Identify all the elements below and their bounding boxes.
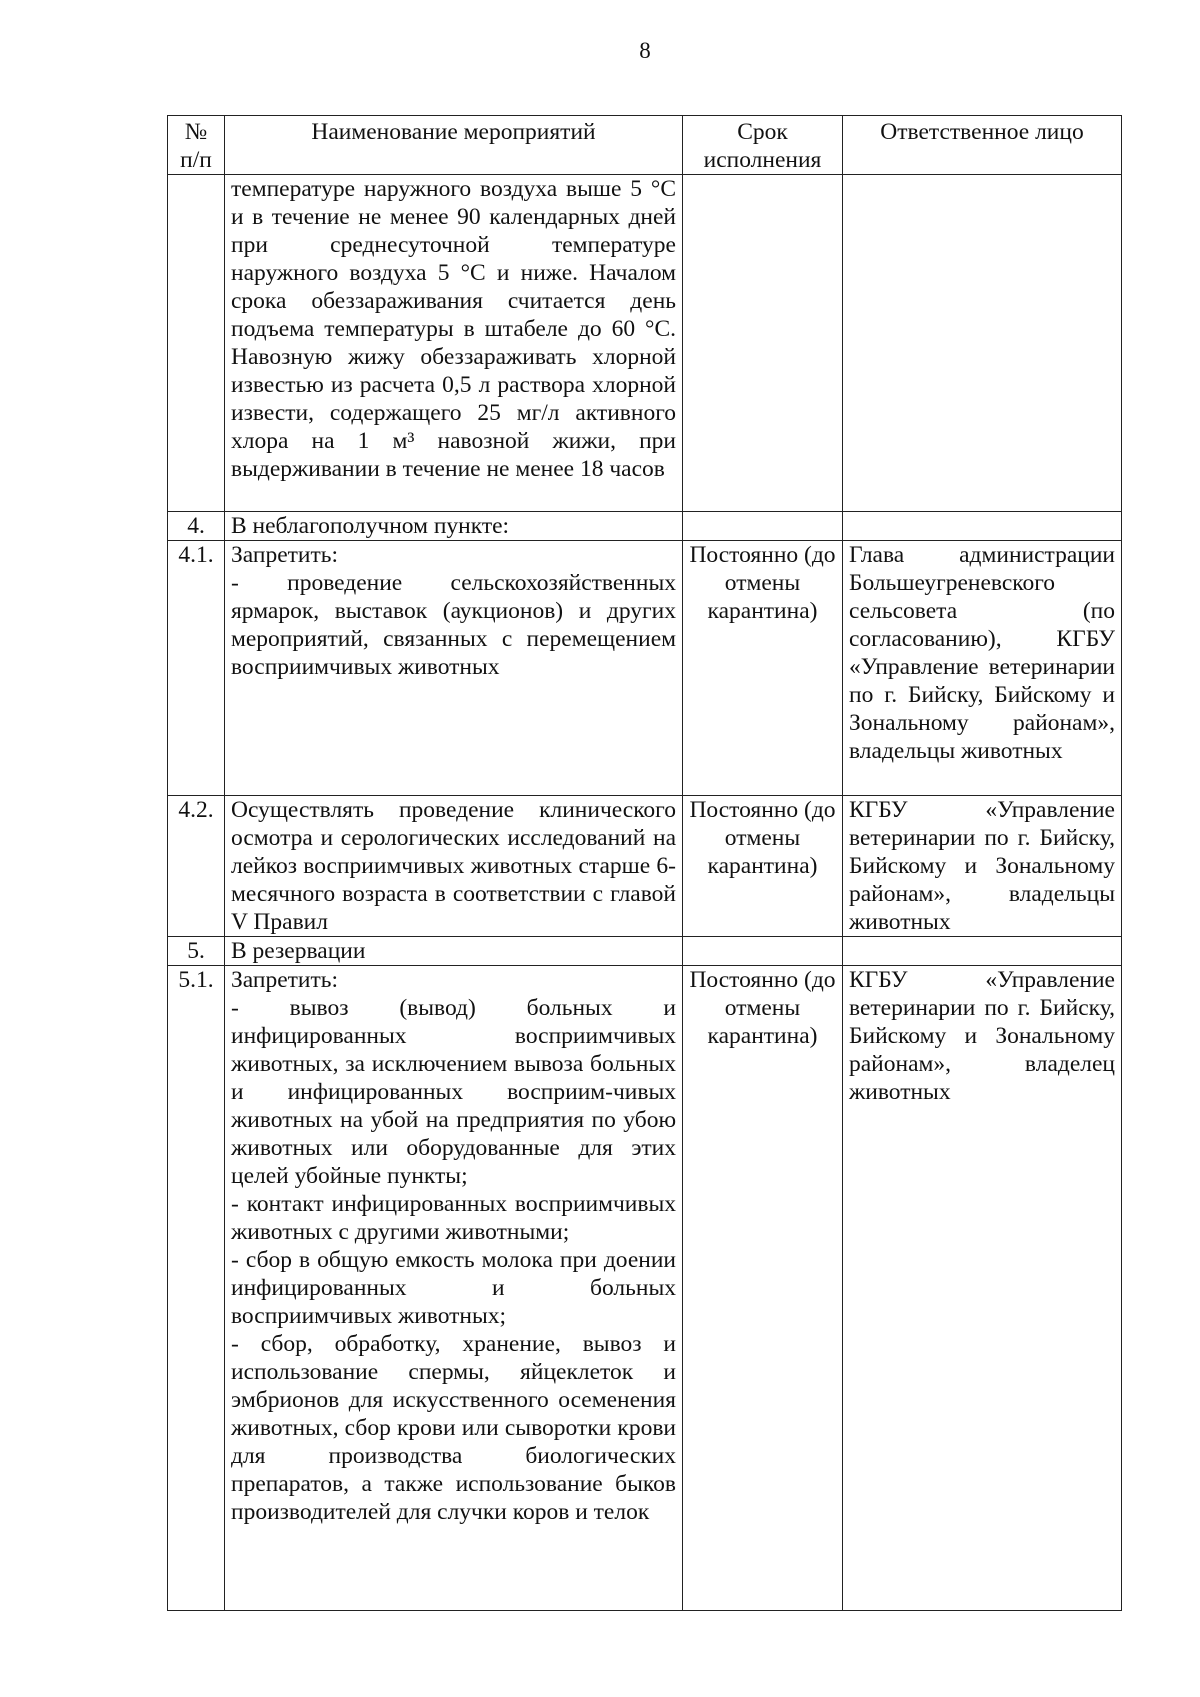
table-row <box>168 512 1122 541</box>
row-activity: Осуществлять проведение клинического осмотра и серологических исследований на лейкоз восприимчивых животных старше 6-месячного возраста в соответствии с главой V Правил <box>225 796 683 937</box>
table-row <box>168 175 1122 512</box>
row-activity: В неблагополучном пункте: <box>225 512 683 541</box>
table-row <box>168 937 1122 966</box>
page-number: 8 <box>639 38 651 63</box>
table-row <box>168 966 1122 1611</box>
row-number: 4. <box>168 512 225 541</box>
header-term: Срок исполнения <box>683 116 843 175</box>
row-term <box>683 937 843 966</box>
row-number <box>168 175 225 512</box>
row-number: 4.1. <box>168 541 225 796</box>
row-responsible <box>843 512 1122 541</box>
header-no: № п/п <box>168 116 225 175</box>
row-term: Постоянно (до отмены карантина) <box>683 966 843 1611</box>
row-activity: температуре наружного воздуха выше 5 °С и в течение не менее 90 календарных дней при среднесуточной температуре наружного воздуха 5 °С и ниже. Началом срока обеззараживания считается день подъема температуры в штабеле до 60 °С. Навозную жижу обеззараживать хлорной известью из расчета 0,5 л раствора хлорной извести, содержащего 25 мг/л активного хлора на 1 м³ навозной жижи, при выдерживании в течение не менее 18 часов <box>225 175 683 512</box>
table-row <box>168 796 1122 937</box>
row-responsible <box>843 937 1122 966</box>
row-term <box>683 512 843 541</box>
row-activity: Запретить: - вывоз (вывод) больных и инфицированных восприимчивых животных, за исключением вывоза больных и инфицированных восприим-чивых животных на убой на предприятия по убою животных или оборудованные для этих целей убойные пункты; - контакт инфицированных восприимчивых животных с другими животными; - сбор в общую емкость молока при доении инфицированных и больных восприимчивых животных; - сбор, обработку, хранение, вывоз и использование спермы, яйцеклеток и эмбрионов для искусственного осеменения животных, сбор крови или сыворотки крови для производства биологических препаратов, а также использование быков производителей для случки коров и телок <box>225 966 683 1611</box>
header-responsible: Ответственное лицо <box>843 116 1122 175</box>
row-number: 5.1. <box>168 966 225 1611</box>
table-row <box>168 541 1122 796</box>
row-term: Постоянно (до отмены карантина) <box>683 796 843 937</box>
row-number: 4.2. <box>168 796 225 937</box>
row-responsible: Глава администрации Большеугреневского сельсовета (по согласованию), КГБУ «Управление ветеринарии по г. Бийску, Бийскому и Зональному районам», владельцы животных <box>843 541 1122 796</box>
header-name: Наименование мероприятий <box>225 116 683 175</box>
row-activity: В резервации <box>225 937 683 966</box>
row-activity: Запретить: - проведение сельскохозяйственных ярмарок, выставок (аукционов) и других мероприятий, связанных с перемещением восприимчивых животных <box>225 541 683 796</box>
row-responsible <box>843 175 1122 512</box>
row-responsible: КГБУ «Управление ветеринарии по г. Бийску, Бийскому и Зональному районам», владелец животных <box>843 966 1122 1611</box>
table-header-row <box>168 116 1122 175</box>
activities-table <box>167 115 1122 1611</box>
row-responsible: КГБУ «Управление ветеринарии по г. Бийску, Бийскому и Зональному районам», владельцы животных <box>843 796 1122 937</box>
row-term <box>683 175 843 512</box>
row-term: Постоянно (до отмены карантина) <box>683 541 843 796</box>
row-number: 5. <box>168 937 225 966</box>
